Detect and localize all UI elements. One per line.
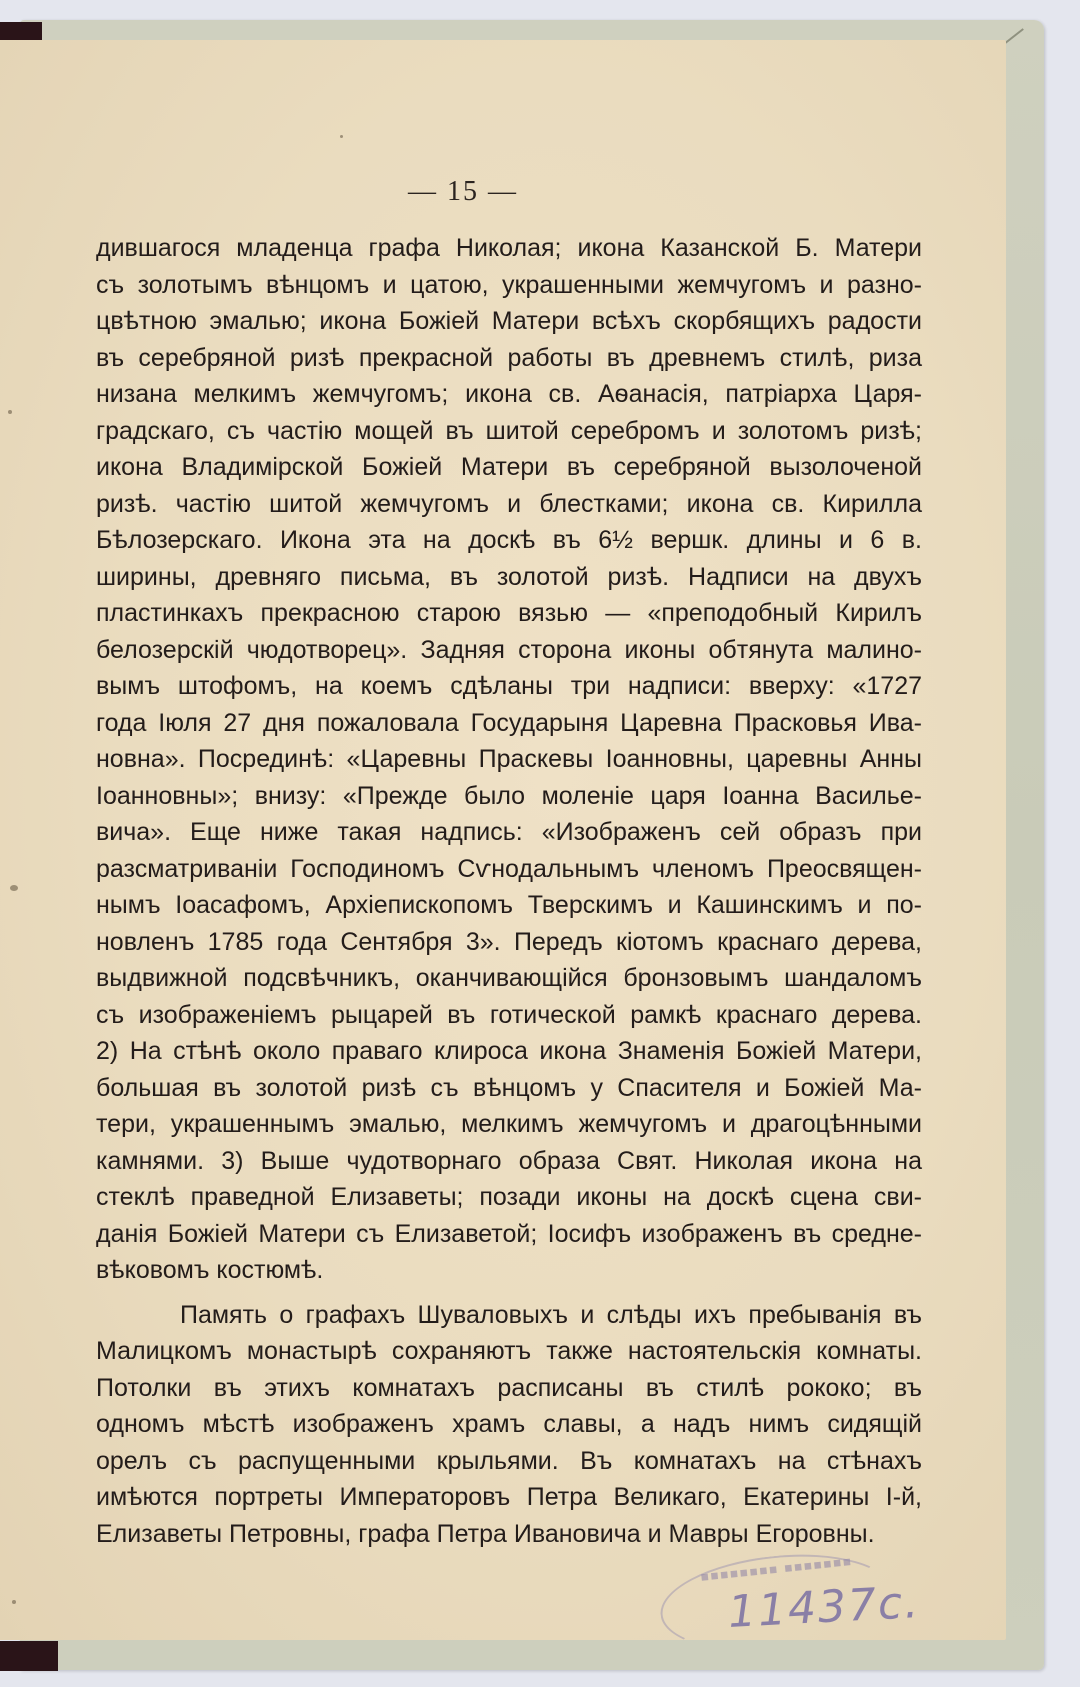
text-line: имѣются портреты Императоровъ Петра Великаго, Екатерины I-й,: [96, 1483, 922, 1511]
text-line: выдвижной подсвѣчникъ, оканчивающійся бронзовымъ шандаломъ: [96, 964, 922, 992]
paper-speck: [10, 885, 18, 891]
text-line: стеклѣ праведной Елизаветы; позади иконы на доскѣ сцена сви-: [96, 1183, 922, 1211]
text-line: данія Божіей Матери съ Елизаветой; Іосифъ изображенъ въ средне-: [96, 1219, 922, 1248]
paper-speck: [12, 1600, 16, 1604]
text-line: пластинкахъ прекрасною старою вязью — «преподобный Кирилъ: [96, 599, 922, 627]
text-line: новна». Посрединѣ: «Царевны Праскевы Іоанновны, царевны Анны: [96, 745, 922, 773]
text-line: орелъ съ распущенными крыльями. Въ комнатахъ на стѣнахъ: [96, 1446, 922, 1475]
text-line: ризѣ. частію шитой жемчугомъ и блестками; икона св. Кирилла: [96, 489, 922, 518]
text-line: Бѣлозерскаго. Икона эта на доскѣ въ 6½ вершк. длины и 6 в.: [96, 526, 922, 554]
text-line: икона Владимірской Божіей Матери въ серебряной вызолоченой: [96, 453, 922, 481]
text-line: вымъ штофомъ, на коемъ сдѣланы три надписи: вверху: «1727: [96, 672, 922, 700]
text-line: одномъ мѣстѣ изображенъ храмъ славы, а надъ нимъ сидящій: [96, 1410, 922, 1438]
inventory-number: 11437с.: [726, 1577, 922, 1638]
text-line: съ золотымъ вѣнцомъ и цатою, украшенными жемчугомъ и разно-: [96, 270, 922, 299]
text-line: года Іюля 27 дня пожаловала Государыня Царевна Прасковья Ива-: [96, 708, 922, 737]
text-line: низана мелкимъ жемчугомъ; икона св. Аѳанасія, патріарха Царя-: [96, 380, 922, 408]
text-line: 2) На стѣнѣ около праваго клироса икона Знаменія Божіей Матери,: [96, 1037, 922, 1065]
text-line: новленъ 1785 года Сентября 3». Передъ кіотомъ краснаго дерева,: [96, 927, 922, 956]
page-number: — 15 —: [408, 176, 518, 207]
paper-speck: [340, 135, 343, 138]
text-line: градскаго, съ частію мощей въ шитой серебромъ и золотомъ ризѣ;: [96, 416, 922, 445]
text-line: нымъ Іоасафомъ, Архіепископомъ Тверскимъ и Кашинскимъ и по-: [96, 891, 922, 919]
text-line: Елизаветы Петровны, графа Петра Ивановича и Мавры Егоровны.: [96, 1519, 875, 1548]
text-line: цвѣтною эмалью; икона Божіей Матери всѣхъ скорбящихъ радости: [96, 307, 922, 335]
text-line: тери, украшеннымъ эмалью, мелкимъ жемчугомъ и драгоцѣнными: [96, 1110, 922, 1138]
library-stamp-text: ▪▪▪▪▪▪▪▪ ▪▪▪▪▪▪▪: [699, 1554, 854, 1585]
spine-binding-bottom: [0, 1641, 58, 1671]
paragraph-1: [96, 230, 922, 1289]
body-text: [96, 230, 922, 1552]
paper-speck: [8, 410, 12, 414]
book-page: [0, 40, 1006, 1640]
text-line: Потолки въ этихъ комнатахъ расписаны въ стилѣ рококо; въ: [96, 1373, 922, 1402]
text-line: Малицкомъ монастырѣ сохраняютъ также настоятельскія комнаты.: [96, 1337, 922, 1365]
text-line: белозерскій чюдотворец». Задняя сторона иконы обтянута малино-: [96, 635, 922, 664]
text-line: большая въ золотой ризѣ съ вѣнцомъ у Спасителя и Божіей Ма-: [96, 1073, 922, 1102]
text-line: Память о графахъ Шуваловыхъ и слѣды ихъ пребыванія въ: [180, 1300, 922, 1329]
text-line: ширины, древняго письма, въ золотой ризѣ. Надписи на двухъ: [96, 562, 922, 591]
paragraph-2: [96, 1297, 922, 1553]
text-line: разсматриваніи Господиномъ Сѵнодальнымъ членомъ Преосвящен-: [96, 854, 922, 883]
text-line: въ серебряной ризѣ прекрасной работы въ древнемъ стилѣ, риза: [96, 343, 922, 372]
text-line: камнями. 3) Выше чудотворнаго образа Свят. Николая икона на: [96, 1146, 922, 1175]
text-line: съ изображеніемъ рыцарей въ готической рамкѣ краснаго дерева.: [96, 1000, 922, 1029]
text-line: дившагося младенца графа Николая; икона Казанской Б. Матери: [96, 234, 922, 262]
text-line: вѣковомъ костюмѣ.: [96, 1256, 324, 1284]
text-line: Іоанновны»; внизу: «Прежде было моленіе царя Іоанна Василье-: [96, 781, 922, 810]
text-line: вича». Еще ниже такая надпись: «Изображенъ сей образъ при: [96, 818, 922, 846]
